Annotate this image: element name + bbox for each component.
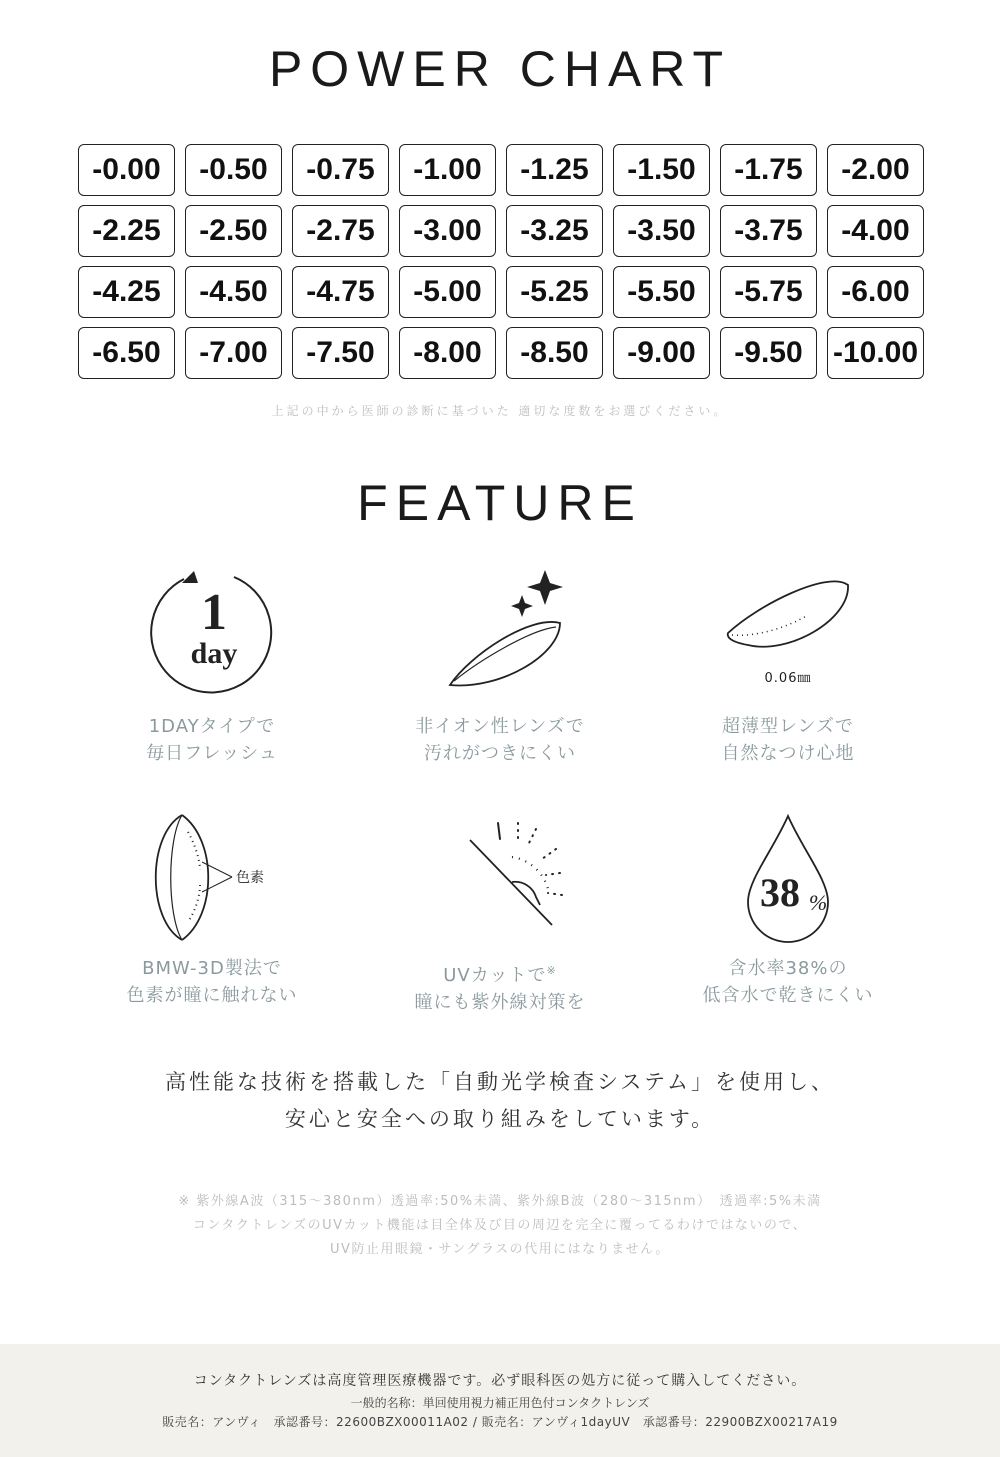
main-text-line1: 高性能な技術を搭載した「自動光学検査システム」を使用し、	[165, 1070, 835, 1094]
svg-text:色素: 色素	[236, 870, 264, 886]
feature-caption-line2: 色素が瞳に触れない	[126, 985, 298, 1006]
power-cell: -8.00	[399, 327, 496, 379]
feature-caption-line2: 自然なつけ心地	[721, 743, 855, 764]
svg-text:0.06㎜: 0.06㎜	[764, 671, 812, 686]
power-cell: -9.50	[720, 327, 817, 379]
power-cell: -5.75	[720, 266, 817, 318]
power-cell: -9.00	[613, 327, 710, 379]
1day-cycle-icon	[142, 565, 282, 695]
feature-item	[638, 810, 938, 1009]
power-chart-note: 上記の中から医師の診断に基づいた 適切な度数をお選びください。	[271, 404, 729, 418]
power-cell: -4.00	[827, 205, 924, 257]
power-cell: -3.25	[506, 205, 603, 257]
main-text-line2: 安心と安全への取り組みをしています。	[284, 1107, 716, 1131]
feature-caption-line1: 1DAYタイプで	[148, 716, 276, 737]
feature-caption-line1: 超薄型レンズで	[721, 716, 854, 737]
feature-caption-line2: 瞳にも紫外線対策を	[414, 992, 586, 1013]
power-cell: -10.00	[827, 327, 924, 379]
power-cell: -6.50	[78, 327, 175, 379]
feature-caption-line1: 非イオン性レンズで	[415, 716, 585, 737]
feature-item	[62, 810, 362, 1009]
power-grid	[78, 144, 924, 379]
power-cell: -4.25	[78, 266, 175, 318]
power-cell: -1.00	[399, 144, 496, 196]
feature-caption-line1: UVカットで※	[443, 964, 557, 986]
footer-warning: コンタクトレンズは高度管理医療機器です。必ず眼科医の処方に従って購入してください。	[193, 1373, 807, 1389]
power-cell: -2.25	[78, 205, 175, 257]
fine-print-line3: UV防止用眼鏡・サングラスの代用にはなりません。	[330, 1242, 670, 1257]
power-cell: -2.00	[827, 144, 924, 196]
power-cell: -0.75	[292, 144, 389, 196]
svg-text:%: %	[808, 890, 828, 915]
svg-text:1: 1	[201, 584, 227, 641]
power-cell: -1.25	[506, 144, 603, 196]
water-drop-icon	[718, 810, 858, 945]
power-cell: -8.50	[506, 327, 603, 379]
power-cell: -0.00	[78, 144, 175, 196]
svg-text:day: day	[190, 637, 238, 670]
feature-item	[638, 565, 938, 767]
feature-caption-line1: 含水率38%の	[728, 958, 848, 979]
fine-print-line2: コンタクトレンズのUVカット機能は目全体及び目の周辺を完全に覆ってるわけではないので、	[192, 1218, 808, 1233]
inspection-system-text	[0, 1064, 1000, 1138]
power-cell: -7.00	[185, 327, 282, 379]
fine-print-line1: ※ 紫外線A波（315〜380nm）透過率:50%未満、紫外線B波（280〜315nm） 透過率:5%未満	[178, 1194, 822, 1209]
power-cell: -1.75	[720, 144, 817, 196]
feature-item	[350, 565, 650, 767]
feature-caption-line2: 毎日フレッシュ	[146, 743, 278, 764]
footer-generic-name: 一般的名称：単回使用視力補正用色付コンタクトレンズ	[350, 1396, 650, 1410]
feature-caption-line2: 低含水で乾きにくい	[702, 985, 874, 1006]
uv-cut-icon	[430, 815, 570, 945]
power-cell: -3.00	[399, 205, 496, 257]
lens-pigment-icon	[132, 810, 292, 945]
power-cell: -3.75	[720, 205, 817, 257]
feature-item	[350, 815, 650, 1016]
power-cell: -7.50	[292, 327, 389, 379]
feature-title: FEATURE	[357, 475, 643, 531]
power-cell: -5.50	[613, 266, 710, 318]
feature-item	[62, 565, 362, 767]
thin-lens-icon	[718, 565, 858, 695]
power-cell: -4.75	[292, 266, 389, 318]
footer	[0, 1344, 1000, 1457]
svg-text:38: 38	[760, 870, 800, 915]
power-cell: -1.50	[613, 144, 710, 196]
power-cell: -5.00	[399, 266, 496, 318]
power-cell: -2.50	[185, 205, 282, 257]
power-cell: -5.25	[506, 266, 603, 318]
power-cell: -3.50	[613, 205, 710, 257]
power-cell: -0.50	[185, 144, 282, 196]
feature-caption-line1: BMW-3D製法で	[142, 958, 282, 979]
power-chart-title: POWER CHART	[268, 41, 732, 97]
footer-approval: 販売名：アンヴィ 承認番号：22600BZX00011A02 / 販売名：アンヴィ1dayUV 承認番号：22900BZX00217A19	[162, 1415, 838, 1429]
uv-fine-print	[0, 1190, 1000, 1262]
power-cell: -4.50	[185, 266, 282, 318]
sparkle-lens-icon	[430, 565, 570, 695]
power-cell: -6.00	[827, 266, 924, 318]
power-cell: -2.75	[292, 205, 389, 257]
feature-caption-line2: 汚れがつきにくい	[424, 743, 576, 764]
